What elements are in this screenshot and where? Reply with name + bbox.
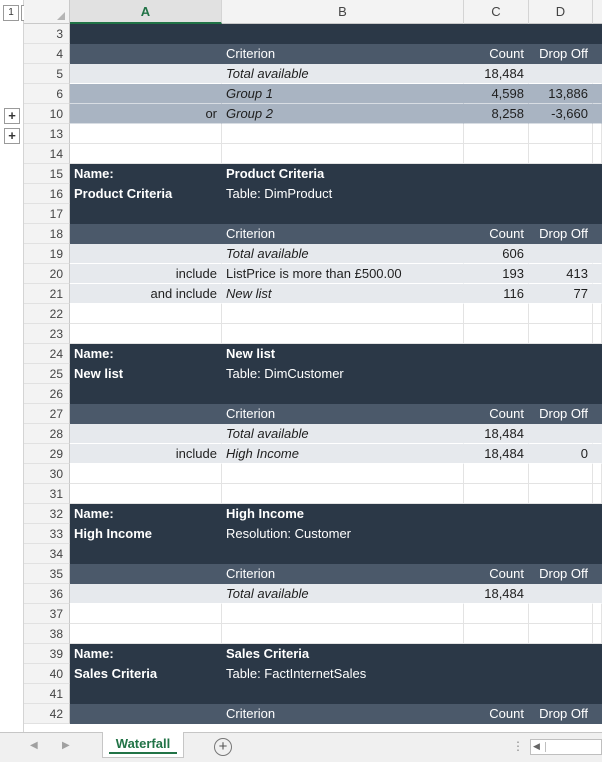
- cell-e[interactable]: [593, 444, 602, 464]
- table-row: [24, 424, 602, 444]
- cell-d[interactable]: [529, 24, 593, 44]
- table-row: [24, 244, 602, 264]
- cell-b[interactable]: [222, 544, 464, 564]
- cell-e[interactable]: [593, 684, 602, 704]
- row-header[interactable]: 22: [24, 304, 70, 324]
- cell-a[interactable]: Name:: [70, 504, 222, 524]
- cell-c[interactable]: [464, 604, 529, 624]
- column-header-d[interactable]: D: [529, 0, 593, 24]
- scroll-left-arrow-icon[interactable]: ◀: [533, 741, 540, 751]
- expand-group-button[interactable]: +: [4, 108, 20, 124]
- cell-e[interactable]: [593, 704, 602, 724]
- cell-b[interactable]: Criterion: [222, 44, 464, 64]
- cell-a[interactable]: [70, 564, 222, 584]
- table-row: [24, 44, 602, 64]
- table-row: [24, 544, 602, 564]
- cell-c[interactable]: 18,484: [464, 64, 529, 84]
- cell-a[interactable]: [70, 684, 222, 704]
- row-header[interactable]: 6: [24, 84, 70, 104]
- cell-a[interactable]: [70, 384, 222, 404]
- cell-d[interactable]: [529, 424, 593, 444]
- row-header[interactable]: 3: [24, 24, 70, 44]
- cell-c[interactable]: [464, 204, 529, 224]
- cell-c[interactable]: [464, 524, 529, 544]
- cell-b[interactable]: [222, 384, 464, 404]
- row-header[interactable]: 37: [24, 604, 70, 624]
- cell-d[interactable]: [529, 524, 593, 544]
- cell-a[interactable]: [70, 604, 222, 624]
- table-row: [24, 284, 602, 304]
- cell-a[interactable]: [70, 484, 222, 504]
- table-row: [24, 704, 602, 724]
- sheet-tab-waterfall[interactable]: Waterfall: [102, 732, 184, 758]
- cell-d[interactable]: [529, 204, 593, 224]
- column-header-row: [24, 0, 602, 24]
- cell-d[interactable]: [529, 124, 593, 144]
- cell-b[interactable]: [222, 464, 464, 484]
- cell-a[interactable]: [70, 84, 222, 104]
- cell-c[interactable]: [464, 504, 529, 524]
- cell-c[interactable]: [464, 484, 529, 504]
- table-row: [24, 104, 602, 124]
- cell-c[interactable]: [464, 144, 529, 164]
- cell-b[interactable]: Resolution: Customer: [222, 524, 464, 544]
- cell-d[interactable]: 0: [529, 444, 593, 464]
- table-row: [24, 524, 602, 544]
- cell-a[interactable]: New list: [70, 364, 222, 384]
- cell-a[interactable]: [70, 244, 222, 264]
- cell-d[interactable]: Drop Off: [529, 564, 593, 584]
- table-row: [24, 264, 602, 284]
- cell-e[interactable]: [593, 544, 602, 564]
- cell-c[interactable]: [464, 304, 529, 324]
- cell-e[interactable]: [593, 584, 602, 604]
- cell-e[interactable]: [593, 64, 602, 84]
- cell-a[interactable]: [70, 144, 222, 164]
- cell-b[interactable]: Total available: [222, 424, 464, 444]
- cell-d[interactable]: [529, 624, 593, 644]
- cell-e[interactable]: [593, 524, 602, 544]
- cell-e[interactable]: [593, 664, 602, 684]
- cell-a[interactable]: and include: [70, 284, 222, 304]
- row-header[interactable]: 42: [24, 704, 70, 724]
- cell-c[interactable]: [464, 624, 529, 644]
- cell-b[interactable]: Group 2: [222, 104, 464, 124]
- cell-d[interactable]: [529, 184, 593, 204]
- row-header[interactable]: 28: [24, 424, 70, 444]
- cell-d[interactable]: [529, 664, 593, 684]
- cell-d[interactable]: 13,886: [529, 84, 593, 104]
- table-row: [24, 684, 602, 704]
- row-header[interactable]: 39: [24, 644, 70, 664]
- cell-d[interactable]: Drop Off: [529, 404, 593, 424]
- row-header[interactable]: 40: [24, 664, 70, 684]
- cell-b[interactable]: Criterion: [222, 564, 464, 584]
- row-header[interactable]: 26: [24, 384, 70, 404]
- cell-c[interactable]: 116: [464, 284, 529, 304]
- cell-c[interactable]: 606: [464, 244, 529, 264]
- row-header[interactable]: 24: [24, 344, 70, 364]
- cell-d[interactable]: 77: [529, 284, 593, 304]
- cell-c[interactable]: 18,484: [464, 584, 529, 604]
- cell-a[interactable]: [70, 44, 222, 64]
- table-row: [24, 184, 602, 204]
- row-header[interactable]: 19: [24, 244, 70, 264]
- row-header[interactable]: 35: [24, 564, 70, 584]
- table-row: [24, 124, 602, 144]
- cell-d[interactable]: [529, 544, 593, 564]
- cell-b[interactable]: Table: DimProduct: [222, 184, 464, 204]
- cell-c[interactable]: [464, 664, 529, 684]
- row-header[interactable]: 25: [24, 364, 70, 384]
- cell-d[interactable]: [529, 484, 593, 504]
- cell-b[interactable]: Table: DimCustomer: [222, 364, 464, 384]
- cell-b[interactable]: [222, 304, 464, 324]
- cell-c[interactable]: Count: [464, 704, 529, 724]
- cell-e[interactable]: [593, 324, 602, 344]
- cell-c[interactable]: [464, 184, 529, 204]
- cell-b[interactable]: Total available: [222, 244, 464, 264]
- cell-e[interactable]: [593, 44, 602, 64]
- cell-e[interactable]: [593, 104, 602, 124]
- table-row: [24, 304, 602, 324]
- scroll-tabs-left-icon[interactable]: ◀: [30, 740, 38, 751]
- cell-c[interactable]: [464, 384, 529, 404]
- cell-a[interactable]: [70, 624, 222, 644]
- column-header-a[interactable]: A: [70, 0, 222, 24]
- cell-e[interactable]: [593, 84, 602, 104]
- cell-d[interactable]: [529, 384, 593, 404]
- row-header[interactable]: 4: [24, 44, 70, 64]
- sheet-tab-bar: [0, 732, 602, 762]
- cell-c[interactable]: Count: [464, 224, 529, 244]
- table-row: [24, 464, 602, 484]
- row-header[interactable]: 13: [24, 124, 70, 144]
- scroll-tabs-right-icon[interactable]: ▶: [62, 740, 70, 751]
- cell-c[interactable]: [464, 164, 529, 184]
- cell-d[interactable]: [529, 584, 593, 604]
- cell-b[interactable]: Group 1: [222, 84, 464, 104]
- scrollbar-thumb[interactable]: [545, 742, 601, 752]
- row-header[interactable]: 14: [24, 144, 70, 164]
- cell-c[interactable]: [464, 684, 529, 704]
- table-row: [24, 324, 602, 344]
- row-header[interactable]: 23: [24, 324, 70, 344]
- cell-b[interactable]: New list: [222, 284, 464, 304]
- cell-b[interactable]: [222, 604, 464, 624]
- cell-b[interactable]: Table: FactInternetSales: [222, 664, 464, 684]
- cell-e[interactable]: [593, 384, 602, 404]
- cell-c[interactable]: 193: [464, 264, 529, 284]
- table-row: [24, 444, 602, 464]
- row-header[interactable]: 21: [24, 284, 70, 304]
- cell-e[interactable]: [593, 184, 602, 204]
- cell-d[interactable]: Drop Off: [529, 224, 593, 244]
- table-row: [24, 644, 602, 664]
- cell-a[interactable]: [70, 204, 222, 224]
- cell-b[interactable]: High Income: [222, 504, 464, 524]
- row-header[interactable]: 32: [24, 504, 70, 524]
- table-row: [24, 664, 602, 684]
- row-header[interactable]: 27: [24, 404, 70, 424]
- cell-e[interactable]: [593, 24, 602, 44]
- cell-a[interactable]: [70, 584, 222, 604]
- cell-c[interactable]: [464, 364, 529, 384]
- cell-b[interactable]: Criterion: [222, 704, 464, 724]
- cell-d[interactable]: -3,660: [529, 104, 593, 124]
- cell-c[interactable]: [464, 644, 529, 664]
- cell-a[interactable]: [70, 704, 222, 724]
- cell-b[interactable]: [222, 324, 464, 344]
- cell-c[interactable]: [464, 324, 529, 344]
- cell-b[interactable]: Criterion: [222, 224, 464, 244]
- cell-e[interactable]: [593, 364, 602, 384]
- select-all-triangle-icon: [57, 12, 65, 20]
- cell-a[interactable]: [70, 324, 222, 344]
- row-header[interactable]: 31: [24, 484, 70, 504]
- cell-e[interactable]: [593, 624, 602, 644]
- cell-e[interactable]: [593, 404, 602, 424]
- cell-b[interactable]: Total available: [222, 584, 464, 604]
- horizontal-scrollbar[interactable]: [530, 739, 602, 755]
- cell-b[interactable]: ListPrice is more than £500.00: [222, 264, 464, 284]
- cell-c[interactable]: [464, 464, 529, 484]
- cell-d[interactable]: [529, 684, 593, 704]
- cell-c[interactable]: [464, 24, 529, 44]
- cell-c[interactable]: Count: [464, 44, 529, 64]
- row-header[interactable]: 41: [24, 684, 70, 704]
- cell-d[interactable]: Drop Off: [529, 704, 593, 724]
- cell-e[interactable]: [593, 304, 602, 324]
- cell-a[interactable]: Name:: [70, 344, 222, 364]
- table-row: [24, 164, 602, 184]
- cell-d[interactable]: 413: [529, 264, 593, 284]
- cell-a[interactable]: High Income: [70, 524, 222, 544]
- table-row: [24, 564, 602, 584]
- table-row: [24, 224, 602, 244]
- cell-a[interactable]: [70, 64, 222, 84]
- cell-e[interactable]: [593, 224, 602, 244]
- table-row: [24, 604, 602, 624]
- cell-b[interactable]: [222, 484, 464, 504]
- cell-e[interactable]: [593, 124, 602, 144]
- table-row: [24, 404, 602, 424]
- cell-d[interactable]: [529, 504, 593, 524]
- outline-level-1-button[interactable]: 1: [3, 5, 19, 21]
- cell-a[interactable]: or: [70, 104, 222, 124]
- row-header[interactable]: 16: [24, 184, 70, 204]
- add-sheet-icon[interactable]: +: [214, 738, 232, 756]
- cell-b[interactable]: High Income: [222, 444, 464, 464]
- column-header-b[interactable]: B: [222, 0, 464, 24]
- table-row: [24, 204, 602, 224]
- cell-a[interactable]: [70, 424, 222, 444]
- cell-b[interactable]: [222, 204, 464, 224]
- cell-a[interactable]: Name:: [70, 644, 222, 664]
- cell-b[interactable]: New list: [222, 344, 464, 364]
- cell-c[interactable]: Count: [464, 404, 529, 424]
- cell-e[interactable]: [593, 564, 602, 584]
- cell-a[interactable]: include: [70, 444, 222, 464]
- cell-e[interactable]: [593, 504, 602, 524]
- cell-d[interactable]: [529, 144, 593, 164]
- cell-b[interactable]: [222, 624, 464, 644]
- cell-e[interactable]: [593, 164, 602, 184]
- expand-group-button[interactable]: +: [4, 128, 20, 144]
- cell-a[interactable]: Sales Criteria: [70, 664, 222, 684]
- table-row: [24, 584, 602, 604]
- cell-b[interactable]: Product Criteria: [222, 164, 464, 184]
- row-header[interactable]: 18: [24, 224, 70, 244]
- cell-a[interactable]: include: [70, 264, 222, 284]
- cell-b[interactable]: Criterion: [222, 404, 464, 424]
- cell-e[interactable]: [593, 144, 602, 164]
- row-header[interactable]: 15: [24, 164, 70, 184]
- cell-a[interactable]: [70, 224, 222, 244]
- cell-c[interactable]: 18,484: [464, 444, 529, 464]
- row-header[interactable]: 5: [24, 64, 70, 84]
- row-header[interactable]: 29: [24, 444, 70, 464]
- cell-d[interactable]: [529, 164, 593, 184]
- cell-c[interactable]: 18,484: [464, 424, 529, 444]
- cell-e[interactable]: [593, 484, 602, 504]
- table-row: [24, 484, 602, 504]
- row-header[interactable]: 33: [24, 524, 70, 544]
- row-header[interactable]: 38: [24, 624, 70, 644]
- cell-d[interactable]: [529, 364, 593, 384]
- row-header[interactable]: 10: [24, 104, 70, 124]
- cell-c[interactable]: 8,258: [464, 104, 529, 124]
- cell-d[interactable]: [529, 604, 593, 624]
- cell-a[interactable]: [70, 464, 222, 484]
- cell-d[interactable]: [529, 644, 593, 664]
- row-header[interactable]: 17: [24, 204, 70, 224]
- table-row: [24, 364, 602, 384]
- cell-e[interactable]: [593, 344, 602, 364]
- row-header[interactable]: 20: [24, 264, 70, 284]
- outline-gutter: [0, 0, 24, 732]
- cell-d[interactable]: [529, 344, 593, 364]
- cell-e[interactable]: [593, 284, 602, 304]
- cell-d[interactable]: [529, 244, 593, 264]
- table-row: [24, 24, 602, 44]
- cell-a[interactable]: [70, 544, 222, 564]
- cell-e[interactable]: [593, 464, 602, 484]
- table-row: [24, 624, 602, 644]
- cell-a[interactable]: [70, 124, 222, 144]
- column-header-c[interactable]: C: [464, 0, 529, 24]
- cell-c[interactable]: 4,598: [464, 84, 529, 104]
- cell-d[interactable]: [529, 464, 593, 484]
- table-row: [24, 384, 602, 404]
- cell-c[interactable]: [464, 544, 529, 564]
- cell-b[interactable]: [222, 24, 464, 44]
- cell-e[interactable]: [593, 204, 602, 224]
- cell-d[interactable]: Drop Off: [529, 44, 593, 64]
- cell-a[interactable]: [70, 404, 222, 424]
- cell-e[interactable]: [593, 264, 602, 284]
- cell-b[interactable]: [222, 124, 464, 144]
- cell-d[interactable]: [529, 304, 593, 324]
- cell-grid: [24, 24, 602, 732]
- cell-a[interactable]: [70, 304, 222, 324]
- cell-b[interactable]: Sales Criteria: [222, 644, 464, 664]
- cell-d[interactable]: [529, 64, 593, 84]
- cell-e[interactable]: [593, 644, 602, 664]
- table-row: [24, 504, 602, 524]
- table-row: [24, 64, 602, 84]
- tab-splitter-icon[interactable]: ⋮: [512, 739, 524, 753]
- table-row: [24, 84, 602, 104]
- cell-e[interactable]: [593, 244, 602, 264]
- row-header[interactable]: 36: [24, 584, 70, 604]
- cell-c[interactable]: [464, 124, 529, 144]
- cell-a[interactable]: Name:: [70, 164, 222, 184]
- cell-b[interactable]: Total available: [222, 64, 464, 84]
- table-row: [24, 344, 602, 364]
- select-all-corner[interactable]: [24, 0, 70, 24]
- cell-e[interactable]: [593, 424, 602, 444]
- cell-a[interactable]: [70, 24, 222, 44]
- cell-a[interactable]: Product Criteria: [70, 184, 222, 204]
- cell-b[interactable]: [222, 684, 464, 704]
- cell-c[interactable]: Count: [464, 564, 529, 584]
- cell-d[interactable]: [529, 324, 593, 344]
- cell-e[interactable]: [593, 604, 602, 624]
- row-header[interactable]: 34: [24, 544, 70, 564]
- cell-b[interactable]: [222, 144, 464, 164]
- table-row: [24, 144, 602, 164]
- cell-c[interactable]: [464, 344, 529, 364]
- row-header[interactable]: 30: [24, 464, 70, 484]
